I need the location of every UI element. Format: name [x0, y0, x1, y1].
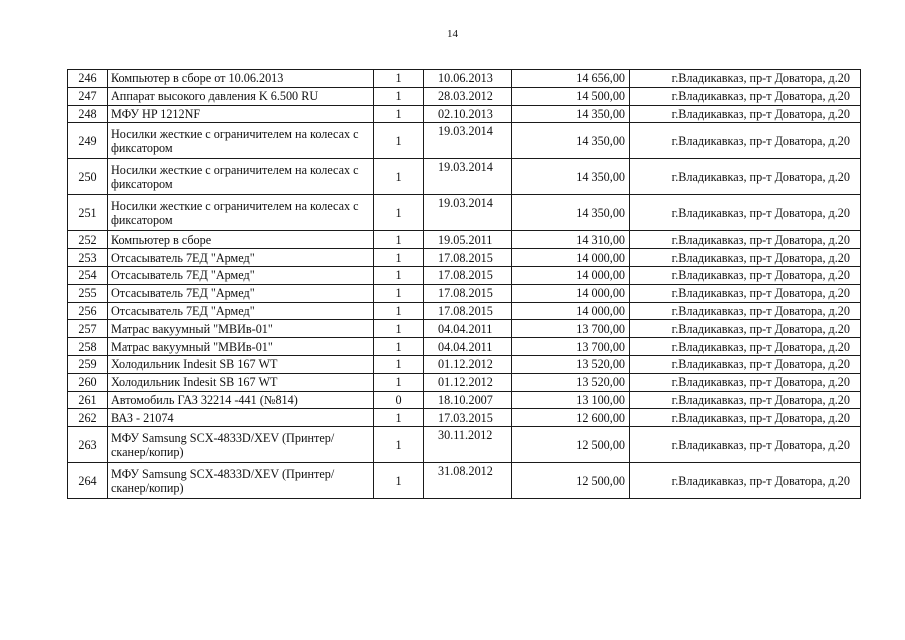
row-number-cell: 264	[68, 463, 108, 499]
address-cell: г.Владикавказ, пр-т Доватора, д.20	[630, 195, 861, 231]
cost-cell: 14 000,00	[512, 302, 630, 320]
item-name-cell: Носилки жесткие с ограничителем на колесах с фиксатором	[108, 195, 374, 231]
item-name-cell: Отсасыватель 7ЕД "Армед"	[108, 266, 374, 284]
address-cell: г.Владикавказ, пр-т Доватора, д.20	[630, 284, 861, 302]
date-cell: 17.08.2015	[424, 249, 512, 267]
row-number-cell: 253	[68, 249, 108, 267]
table-row	[68, 463, 861, 499]
quantity-cell: 1	[374, 284, 424, 302]
address-cell: г.Владикавказ, пр-т Доватора, д.20	[630, 302, 861, 320]
date-cell: 19.03.2014	[424, 123, 512, 159]
row-number-cell: 248	[68, 105, 108, 123]
row-number-cell: 254	[68, 266, 108, 284]
address-cell: г.Владикавказ, пр-т Доватора, д.20	[630, 266, 861, 284]
date-cell: 19.03.2014	[424, 159, 512, 195]
cost-cell: 13 520,00	[512, 355, 630, 373]
address-cell: г.Владикавказ, пр-т Доватора, д.20	[630, 427, 861, 463]
inventory-table	[67, 69, 861, 499]
table-row	[68, 302, 861, 320]
quantity-cell: 1	[374, 249, 424, 267]
item-name-cell: МФУ HP 1212NF	[108, 105, 374, 123]
address-cell: г.Владикавказ, пр-т Доватора, д.20	[630, 373, 861, 391]
date-cell: 04.04.2011	[424, 320, 512, 338]
cost-cell: 13 100,00	[512, 391, 630, 409]
item-name-cell: МФУ Samsung SCX-4833D/XEV (Принтер/сканер/копир)	[108, 463, 374, 499]
row-number-cell: 247	[68, 87, 108, 105]
quantity-cell: 1	[374, 427, 424, 463]
cost-cell: 13 700,00	[512, 320, 630, 338]
date-cell: 04.04.2011	[424, 338, 512, 356]
row-number-cell: 255	[68, 284, 108, 302]
cost-cell: 12 500,00	[512, 427, 630, 463]
address-cell: г.Владикавказ, пр-т Доватора, д.20	[630, 463, 861, 499]
date-cell: 17.08.2015	[424, 302, 512, 320]
item-name-cell: Аппарат высокого давления K 6.500 RU	[108, 87, 374, 105]
table-row	[68, 87, 861, 105]
item-name-cell: Отсасыватель 7ЕД "Армед"	[108, 284, 374, 302]
address-cell: г.Владикавказ, пр-т Доватора, д.20	[630, 391, 861, 409]
table-row	[68, 231, 861, 249]
quantity-cell: 1	[374, 87, 424, 105]
address-cell: г.Владикавказ, пр-т Доватора, д.20	[630, 320, 861, 338]
row-number-cell: 252	[68, 231, 108, 249]
item-name-cell: Отсасыватель 7ЕД "Армед"	[108, 302, 374, 320]
table-row	[68, 427, 861, 463]
quantity-cell: 1	[374, 70, 424, 88]
row-number-cell: 246	[68, 70, 108, 88]
quantity-cell: 1	[374, 159, 424, 195]
address-cell: г.Владикавказ, пр-т Доватора, д.20	[630, 409, 861, 427]
cost-cell: 14 500,00	[512, 87, 630, 105]
quantity-cell: 1	[374, 320, 424, 338]
date-cell: 17.08.2015	[424, 284, 512, 302]
item-name-cell: Компьютер в сборе от 10.06.2013	[108, 70, 374, 88]
address-cell: г.Владикавказ, пр-т Доватора, д.20	[630, 70, 861, 88]
table-row	[68, 373, 861, 391]
table-row	[68, 159, 861, 195]
item-name-cell: Холодильник Indesit SB 167 WT	[108, 373, 374, 391]
date-cell: 17.03.2015	[424, 409, 512, 427]
item-name-cell: Компьютер в сборе	[108, 231, 374, 249]
address-cell: г.Владикавказ, пр-т Доватора, д.20	[630, 123, 861, 159]
item-name-cell: МФУ Samsung SCX-4833D/XEV (Принтер/сканер/копир)	[108, 427, 374, 463]
cost-cell: 14 000,00	[512, 249, 630, 267]
address-cell: г.Владикавказ, пр-т Доватора, д.20	[630, 105, 861, 123]
cost-cell: 14 350,00	[512, 105, 630, 123]
table-row	[68, 249, 861, 267]
address-cell: г.Владикавказ, пр-т Доватора, д.20	[630, 159, 861, 195]
row-number-cell: 259	[68, 355, 108, 373]
date-cell: 10.06.2013	[424, 70, 512, 88]
quantity-cell: 1	[374, 105, 424, 123]
cost-cell: 13 520,00	[512, 373, 630, 391]
cost-cell: 12 600,00	[512, 409, 630, 427]
row-number-cell: 263	[68, 427, 108, 463]
address-cell: г.Владикавказ, пр-т Доватора, д.20	[630, 338, 861, 356]
item-name-cell: Матрас вакуумный "МВИв-01"	[108, 338, 374, 356]
table-row	[68, 320, 861, 338]
table-row	[68, 338, 861, 356]
quantity-cell: 1	[374, 338, 424, 356]
cost-cell: 14 656,00	[512, 70, 630, 88]
item-name-cell: Холодильник Indesit SB 167 WT	[108, 355, 374, 373]
address-cell: г.Владикавказ, пр-т Доватора, д.20	[630, 249, 861, 267]
date-cell: 02.10.2013	[424, 105, 512, 123]
cost-cell: 14 350,00	[512, 195, 630, 231]
quantity-cell: 0	[374, 391, 424, 409]
quantity-cell: 1	[374, 373, 424, 391]
table-row	[68, 70, 861, 88]
date-cell: 17.08.2015	[424, 266, 512, 284]
cost-cell: 12 500,00	[512, 463, 630, 499]
cost-cell: 14 310,00	[512, 231, 630, 249]
table-row	[68, 284, 861, 302]
inventory-table-body	[68, 70, 861, 499]
cost-cell: 14 000,00	[512, 284, 630, 302]
cost-cell: 14 350,00	[512, 123, 630, 159]
date-cell: 18.10.2007	[424, 391, 512, 409]
table-row	[68, 105, 861, 123]
quantity-cell: 1	[374, 266, 424, 284]
table-row	[68, 355, 861, 373]
cost-cell: 14 350,00	[512, 159, 630, 195]
row-number-cell: 250	[68, 159, 108, 195]
row-number-cell: 262	[68, 409, 108, 427]
date-cell: 28.03.2012	[424, 87, 512, 105]
address-cell: г.Владикавказ, пр-т Доватора, д.20	[630, 87, 861, 105]
item-name-cell: Автомобиль ГАЗ 32214 -441 (№814)	[108, 391, 374, 409]
quantity-cell: 1	[374, 355, 424, 373]
cost-cell: 13 700,00	[512, 338, 630, 356]
row-number-cell: 249	[68, 123, 108, 159]
item-name-cell: Отсасыватель 7ЕД "Армед"	[108, 249, 374, 267]
row-number-cell: 256	[68, 302, 108, 320]
date-cell: 01.12.2012	[424, 373, 512, 391]
quantity-cell: 1	[374, 302, 424, 320]
row-number-cell: 258	[68, 338, 108, 356]
row-number-cell: 261	[68, 391, 108, 409]
table-row	[68, 391, 861, 409]
item-name-cell: Носилки жесткие с ограничителем на колесах с фиксатором	[108, 159, 374, 195]
quantity-cell: 1	[374, 231, 424, 249]
date-cell: 19.03.2014	[424, 195, 512, 231]
quantity-cell: 1	[374, 409, 424, 427]
address-cell: г.Владикавказ, пр-т Доватора, д.20	[630, 231, 861, 249]
date-cell: 01.12.2012	[424, 355, 512, 373]
item-name-cell: ВАЗ - 21074	[108, 409, 374, 427]
item-name-cell: Носилки жесткие с ограничителем на колесах с фиксатором	[108, 123, 374, 159]
table-row	[68, 409, 861, 427]
date-cell: 19.05.2011	[424, 231, 512, 249]
quantity-cell: 1	[374, 195, 424, 231]
row-number-cell: 251	[68, 195, 108, 231]
row-number-cell: 257	[68, 320, 108, 338]
quantity-cell: 1	[374, 463, 424, 499]
quantity-cell: 1	[374, 123, 424, 159]
table-row	[68, 195, 861, 231]
cost-cell: 14 000,00	[512, 266, 630, 284]
date-cell: 31.08.2012	[424, 463, 512, 499]
row-number-cell: 260	[68, 373, 108, 391]
date-cell: 30.11.2012	[424, 427, 512, 463]
item-name-cell: Матрас вакуумный "МВИв-01"	[108, 320, 374, 338]
address-cell: г.Владикавказ, пр-т Доватора, д.20	[630, 355, 861, 373]
table-row	[68, 123, 861, 159]
table-row	[68, 266, 861, 284]
page-number: 14	[447, 28, 458, 40]
